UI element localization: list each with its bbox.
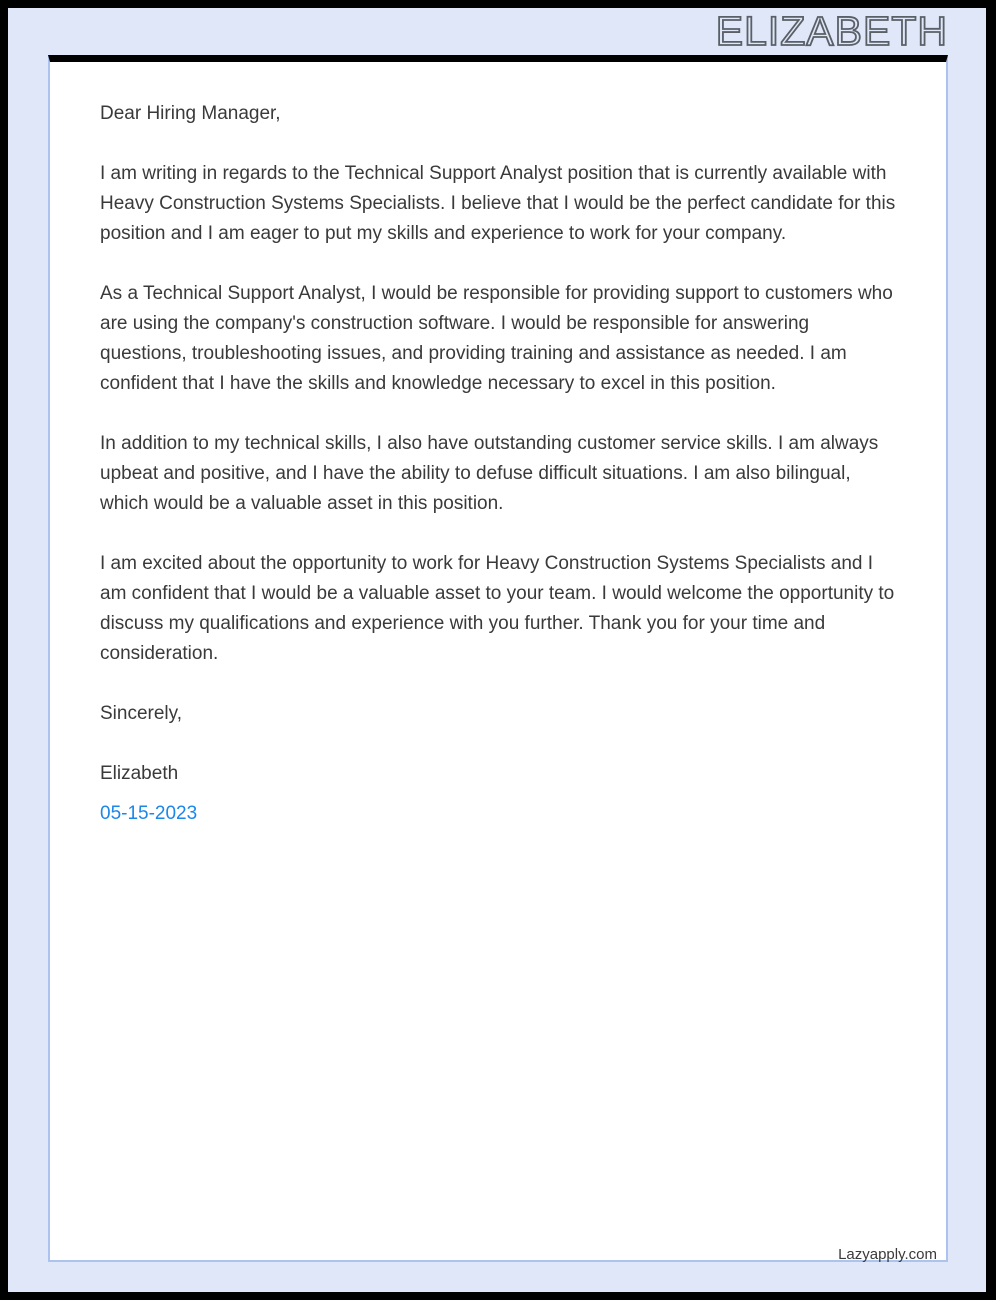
letter-date[interactable]: 05-15-2023 <box>100 803 198 824</box>
letter-paragraph-4: I am excited about the opportunity to work for Heavy Construction Systems Specialists and I am confident that I would be a valuable asset to your team. I would welcome the opportunity to discuss my qualifications and experience with you further. Thank you for your time and consideration. <box>100 553 895 664</box>
cover-letter-page <box>48 55 948 1262</box>
letter-paragraph-3: In addition to my technical skills, I also have outstanding customer service skills. I am always upbeat and positive, and I have the ability to defuse difficult situations. I am also bilingual, which would be a valuable asset in this position. <box>100 433 879 514</box>
header-name <box>8 8 986 55</box>
letter-paragraph-2: As a Technical Support Analyst, I would be responsible for providing support to customers who are using the company's construction software. I would be responsible for answering questions, troubleshooting issues, and providing training and assistance as needed. I am confident that I have the skills and knowledge necessary to excel in this position. <box>100 283 893 394</box>
letter-salutation: Dear Hiring Manager, <box>100 103 281 124</box>
letter-signature: Elizabeth <box>100 763 179 784</box>
canvas-background <box>8 8 986 1292</box>
header-name-text: ELIZABETH <box>715 8 948 54</box>
letter-closing: Sincerely, <box>100 703 183 724</box>
lazyapply-watermark: Lazyapply.com <box>838 1246 937 1263</box>
letter-paragraph-1: I am writing in regards to the Technical Support Analyst position that is currently available with Heavy Construction Systems Specialists. I believe that I would be the perfect candidate for this position and I am eager to put my skills and experience to work for your company. <box>100 163 896 244</box>
letter-body <box>50 62 946 829</box>
